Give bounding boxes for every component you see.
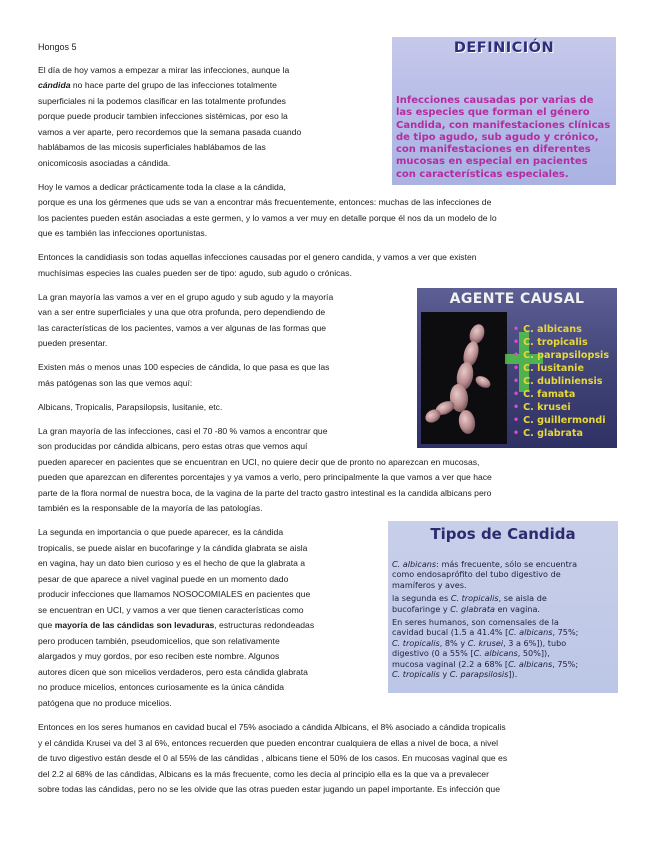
emphasis-levaduras: mayoría de las cándidas son levaduras: [54, 620, 215, 630]
slide-line: de tipo agudo, sub agudo y crónico,: [396, 131, 599, 143]
species-item: • C. glabrata: [513, 428, 583, 439]
paragraph-line: del 2.2 al 68% de las cándidas, Albicans es la más frecuente, como les decía al principio ella es la que va a prevalecer: [38, 769, 489, 779]
slide-agente-title: AGENTE CAUSAL: [449, 291, 585, 307]
bullet-icon: •: [513, 428, 520, 439]
slide-definicion-title: DEFINICIÓN: [453, 40, 555, 56]
slide-tipos-title: Tipos de Candida: [430, 525, 576, 543]
paragraph-line: superficiales ni la podemos clasificar en las totalmente profundes: [38, 96, 286, 106]
slide-line: con características especiales.: [396, 168, 569, 180]
paragraph-line: pero producen también, pseudomicelios, que son relativamente: [38, 636, 280, 646]
candida-cell-drawing: [421, 312, 507, 444]
paragraph-line: las características de los pacientes, vamos a ver algunas de las formas que: [38, 323, 327, 333]
paragraph-line: pueden aparecer en pacientes que se encuentran en UCI, no quiere decir que de pronto no aparezcan en mucosas,: [38, 457, 480, 467]
paragraph-line: muchísimas especies las cuales pueden ser de tipo: agudo, sub agudo o crónicas.: [38, 268, 352, 278]
species-item: • C. guillermondi: [513, 415, 606, 426]
paragraph-line: Hoy le vamos a dedicar prácticamente toda la clase a la cándida,: [38, 182, 286, 192]
paragraph-line: La segunda en importancia o que puede aparecer, es la cándida: [38, 527, 284, 537]
paragraph-line: se encuentran en UCI, y vamos a ver que tienen características como: [38, 605, 304, 615]
emphasis-candida: cándida: [38, 80, 71, 90]
paragraph-line: Entonces la candidiasis son todas aquellas infecciones causadas por el genero candida, y vamos a ver que existen: [38, 252, 477, 262]
paragraph-line: hablábamos de las micosis superficiales hablábamos de las: [38, 142, 266, 152]
candida-micrograph-image: [421, 312, 507, 444]
paragraph-line: patógena que no produce micelios.: [38, 698, 172, 708]
paragraph-line: El día de hoy vamos a empezar a mirar las infecciones, aunque la: [38, 65, 290, 75]
paragraph-line: van a ser entre superficiales y una que otra profunda, pero dependiendo de: [38, 307, 326, 317]
slide-line: Infecciones causadas por varias de: [396, 95, 594, 106]
slide-line: las especies que forman el género: [396, 107, 590, 119]
paragraph-line: los pacientes pueden están asociadas a este germen, y lo vamos a ver muy en detalle porque él nos da un modelo de lo: [38, 213, 497, 223]
slide-tipos-de-candida: [388, 521, 618, 693]
slide-tipos-body: [392, 559, 616, 682]
paragraph-line: onicomicosis asociadas a cándida.: [38, 158, 171, 168]
slide-line: mucosas en especial en pacientes: [396, 156, 588, 168]
species-item: • C. albicans: [513, 324, 582, 335]
paragraph-line: Albicans, Tropicalis, Parapsilopsis, lusitanie, etc.: [38, 402, 223, 412]
paragraph-line: alargados y muy gordos, por eso reciben este nombre. Algunos: [38, 651, 280, 661]
paragraph-line: producir infecciones que llamamos NOSOCOMIALES en pacientes que: [38, 589, 311, 599]
paragraph-line: autores dicen que son micelios verdaderos, pero esta cándida glabrata: [38, 667, 308, 677]
bullet-icon: •: [513, 389, 520, 400]
slide-definicion-body: [396, 95, 614, 181]
bullet-icon: •: [513, 376, 520, 387]
agente-species-list: [513, 323, 609, 440]
paragraph-line: vamos a ver aparte, pero recordemos que la semana pasada cuando: [38, 127, 302, 137]
paragraph-line: Existen más o menos unas 100 especies de cándida, lo que pasa es que las: [38, 362, 330, 372]
paragraph-line: en vagina, hay un dato bien curioso y es el hecho de que la glabrata a: [38, 558, 306, 568]
species-item: • C. parapsilopsis: [513, 350, 610, 361]
paragraph-line: de tuvo digestivo están desde el 0 al 55% de las cándidas , albicans tiene el 50% de los casos. En mucosas vaginal que es: [38, 753, 508, 763]
paragraph-line: La gran mayoría las vamos a ver en el grupo agudo y sub agudo y la mayoría: [38, 292, 334, 302]
slide-tipos-block: C. albicans: más frecuente, sólo se encuentra como endosaprófito del tubo digestivo de mamíferos y aves.: [392, 559, 578, 590]
document-heading: Hongos 5: [38, 42, 77, 52]
bullet-icon: •: [513, 402, 520, 413]
paragraph-line: La gran mayoría de las infecciones, casi el 70 -80 % vamos a encontrar que: [38, 426, 328, 436]
bullet-icon: •: [513, 363, 520, 374]
paragraph-line: sobre todas las cándidas, pero no se les olvide que las otras pueden estar jugando un papel importante. Es infección que: [38, 784, 500, 794]
slide-line: Candida, con manifestaciones clínicas: [396, 119, 611, 131]
species-item: • C. famata: [513, 389, 576, 400]
paragraph-fragment: que: [38, 620, 55, 630]
paragraph-line: porque puede producir tambien infecciones sistémicas, por eso la: [38, 111, 288, 121]
species-item: • C. dubliniensis: [513, 376, 603, 387]
paragraph-line: son producidas por cándida albicans, pero estas otras que vemos aquí: [38, 441, 308, 451]
slide-line: con manifestaciones en diferentes: [396, 144, 591, 156]
slide-tipos-block: la segunda es C. tropicalis, se aisla de bucofaringe y C. glabrata en vagina.: [392, 593, 547, 614]
paragraph-line: pueden presentar.: [38, 338, 108, 348]
paragraph-line: pesar de que aparece a nivel vaginal puede en un momento dado: [38, 574, 289, 584]
bullet-icon: •: [513, 324, 520, 335]
paragraph-line: [38, 78, 277, 93]
paragraph-line: tropicalis, se puede aislar en bucofaringe y la cándida glabrata se aisla: [38, 543, 308, 553]
paragraph-line: más patógenas son las que vemos aquí:: [38, 378, 193, 388]
bullet-icon: •: [513, 415, 520, 426]
slide-tipos-block: En seres humanos, son comensales de la cavidad bucal (1.5 a 41.4% [C. albicans, 75%; C. tropicalis, 8% y C. krusei, 3 a 6%]), tubo digestivo (0 a 55% [C. albicans, 50%]), mucosa vaginal (2.2 a 68% [C. albicans, 75%; C. tropicalis y C. parapsilosis]).: [392, 617, 579, 680]
paragraph-line: [38, 618, 314, 633]
slide-definicion: [392, 37, 616, 185]
paragraph-line: Entonces en los seres humanos en cavidad bucal el 75% asociado a cándida Albicans, el 8% asociado a cándida tropicalis: [38, 722, 506, 732]
species-item: • C. tropicalis: [513, 337, 588, 348]
paragraph-line: porque es una los gérmenes que uds se van a encontrar más frecuentemente, entonces: muchas de las infecciones de: [38, 197, 492, 207]
bullet-icon: •: [513, 337, 520, 348]
paragraph-line: no produce micelios, entonces curiosamente es la única cándida: [38, 682, 285, 692]
species-item: • C. krusei: [513, 402, 571, 413]
bullet-icon: •: [513, 350, 520, 361]
paragraph-line: que es también las infecciones oportunistas.: [38, 228, 208, 238]
species-item: • C. lusitanie: [513, 363, 584, 374]
paragraph-line: pueden que aparezcan en diferentes porcentajes y ya vamos a verlo, pero principalmente la que vamos a ver que hace: [38, 472, 492, 482]
paragraph-line: parte de la flora normal de nuestra boca, de la vagina de la parte del tracto gastro intestinal es la candida albicans pero: [38, 488, 492, 498]
paragraph-line: y el cándida Krusei va del 3 al 6%, entonces recuerden que pueden encontrar cualquiera de ellas a nivel de boca, a nivel: [38, 738, 499, 748]
paragraph-line: también es la responsable de la mayoría de las patologías.: [38, 503, 263, 513]
paragraph-fragment: , estructuras redondeadas: [214, 620, 315, 630]
paragraph-fragment: no hace parte del grupo de las infecciones totalmente: [70, 80, 277, 90]
slide-agente-causal: [417, 288, 617, 448]
